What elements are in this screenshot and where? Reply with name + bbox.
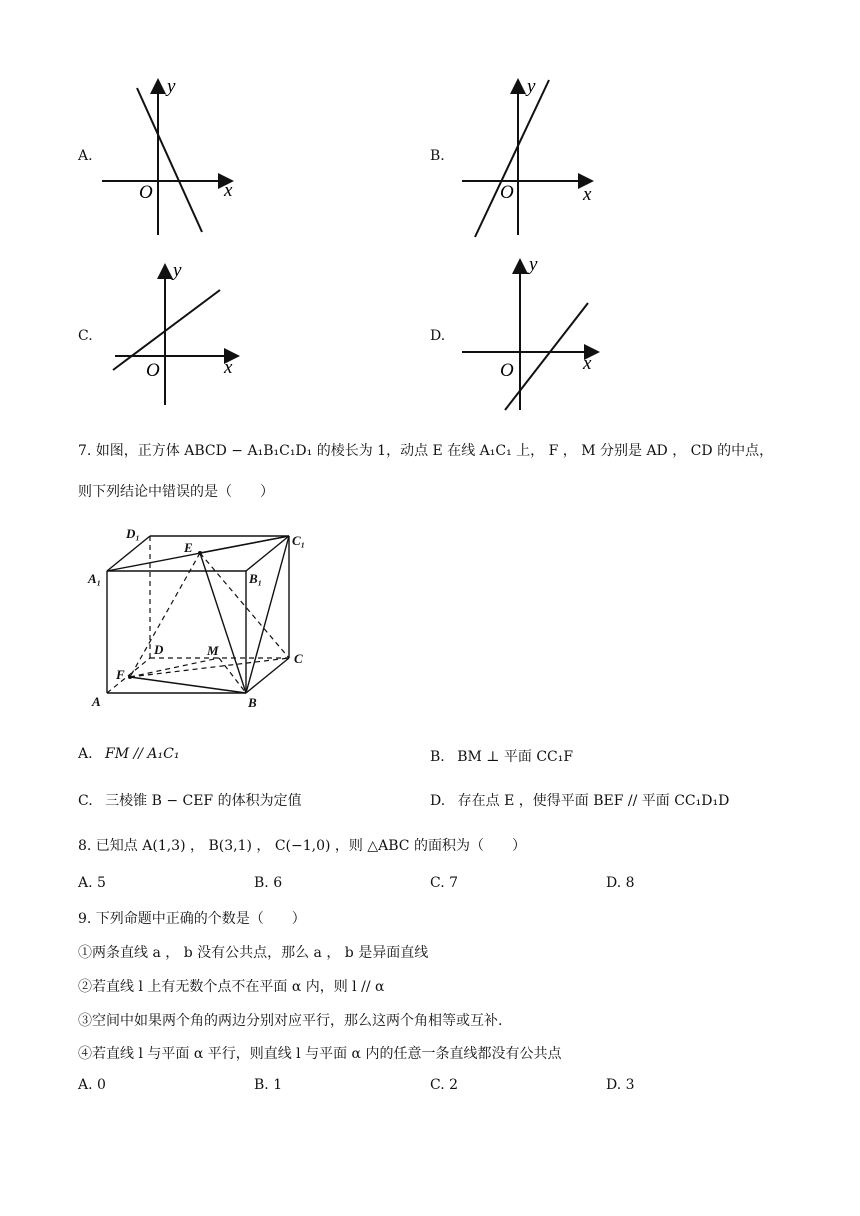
q9-statement-1: ①两条直线 a ， b 没有公共点，那么 a ， b 是异面直线 [78, 945, 429, 961]
q7-option-a-label: A. [78, 746, 93, 762]
label-c1: C₁ [292, 533, 306, 548]
graph-b-x-label: x [583, 184, 592, 205]
q9-option-c: C. 2 [430, 1077, 459, 1093]
q7-option-d-label: D. [430, 793, 446, 809]
graph-c-x-label: x [224, 357, 233, 378]
q8-option-b: B. 6 [254, 875, 283, 891]
q7-option-c-label: C. [78, 793, 93, 809]
label-e: E [184, 540, 193, 555]
q7-stem-line1: 7. 如图，正方体 ABCD − A₁B₁C₁D₁ 的棱长为 1，动点 E 在线 A₁C₁ 上， F ， M 分别是 AD ， CD 的中点， [78, 443, 774, 459]
graph-c-origin: O [146, 360, 160, 381]
q8-option-c: C. 7 [430, 875, 459, 891]
label-b1: B₁ [249, 571, 263, 586]
q7-option-b [430, 746, 573, 766]
q7-option-d-text: 存在点 E ，使得平面 BEF // 平面 CC₁D₁D [457, 793, 730, 809]
graph-b-y-label: y [527, 76, 536, 97]
q7-option-b-label: B. [430, 749, 445, 765]
graph-a-y-label: y [167, 76, 176, 97]
option-a-label: A. [78, 148, 93, 164]
label-m: M [207, 643, 219, 658]
option-b-label: B. [430, 148, 445, 164]
graph-b-origin: O [500, 182, 514, 203]
option-d-label: D. [430, 328, 446, 344]
graph-d-x-label: x [583, 353, 592, 374]
q9-statement-4: ④若直线 l 与平面 α 平行，则直线 l 与平面 α 内的任意一条直线都没有公共点 [78, 1046, 562, 1062]
q7-option-d [430, 790, 729, 810]
graph-a-origin: O [139, 182, 153, 203]
label-a1: A₁ [88, 571, 102, 586]
q7-option-b-text: BM ⊥ 平面 CC₁F [457, 749, 574, 765]
graph-d-y-label: y [529, 254, 538, 275]
q9-option-a: A. 0 [78, 1077, 106, 1093]
q9-statement-3: ③空间中如果两个角的两边分别对应平行，那么这两个角相等或互补. [78, 1013, 503, 1029]
label-f: F [116, 667, 125, 682]
graph-a-x-label: x [224, 180, 233, 201]
label-b: B [248, 695, 257, 710]
q9-stem: 9. 下列命题中正确的个数是（ ） [78, 911, 306, 927]
q9-option-d: D. 3 [606, 1077, 635, 1093]
q7-option-a-text: FM // A₁C₁ [105, 746, 180, 762]
label-a: A [92, 694, 101, 709]
q8-option-a: A. 5 [78, 875, 106, 891]
q8-option-d: D. 8 [606, 875, 635, 891]
q7-option-a [78, 746, 179, 762]
label-d: D [154, 642, 164, 657]
graph-d-origin: O [500, 360, 514, 381]
q8-stem: 8. 已知点 A(1,3) ， B(3,1) ， C(−1,0) ，则 △ABC 的面积为（ ） [78, 838, 526, 854]
option-c-label: C. [78, 328, 93, 344]
q9-statement-2: ②若直线 l 上有无数个点不在平面 α 内，则 l // α [78, 979, 385, 995]
q7-option-c-text: 三棱锥 B − CEF 的体积为定值 [105, 793, 302, 809]
graph-c-y-label: y [173, 260, 182, 281]
label-c: C [294, 651, 303, 666]
q7-option-c [78, 790, 302, 810]
q9-option-b: B. 1 [254, 1077, 283, 1093]
q7-stem-line2: 则下列结论中错误的是（ ） [78, 484, 274, 500]
label-d1: D₁ [126, 526, 140, 541]
